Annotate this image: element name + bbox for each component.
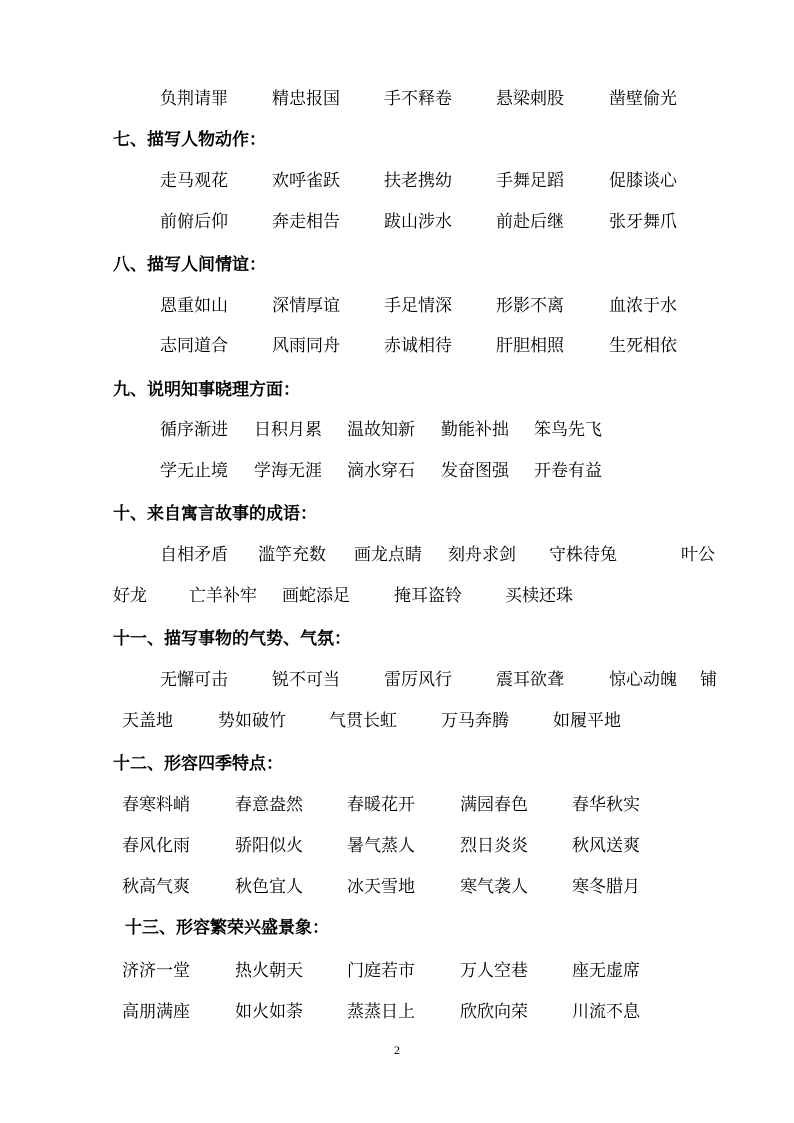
idiom-term: 学海无涯 bbox=[254, 461, 322, 481]
idiom-term: 凿壁偷光 bbox=[609, 89, 677, 109]
idiom-term: 秋风送爽 bbox=[572, 836, 640, 856]
idiom-term: 手不释卷 bbox=[384, 89, 452, 109]
idiom-term: 寒冬腊月 bbox=[572, 877, 640, 897]
idiom-term: 前赴后继 bbox=[496, 212, 564, 232]
idiom-term: 烈日炎炎 bbox=[460, 836, 528, 856]
idiom-term: 暑气蒸人 bbox=[347, 836, 415, 856]
idiom-term: 画蛇添足 bbox=[282, 586, 350, 606]
page-number: 2 bbox=[394, 1043, 400, 1057]
idiom-term: 秋高气爽 bbox=[122, 877, 190, 897]
idiom-term: 欢呼雀跃 bbox=[272, 171, 340, 191]
idiom-term: 春意盎然 bbox=[235, 795, 303, 815]
idiom-term: 万马奔腾 bbox=[441, 711, 509, 731]
idiom-term: 蒸蒸日上 bbox=[347, 1002, 415, 1022]
idiom-term: 春暖花开 bbox=[347, 795, 415, 815]
idiom-term: 走马观花 bbox=[160, 171, 228, 191]
idiom-term: 无懈可击 bbox=[160, 670, 228, 690]
idiom-term: 深情厚谊 bbox=[272, 296, 340, 316]
idiom-term: 刻舟求剑 bbox=[448, 545, 516, 565]
idiom-term: 赤诚相待 bbox=[384, 336, 452, 356]
idiom-term: 济济一堂 bbox=[122, 961, 190, 981]
idiom-term: 扶老携幼 bbox=[384, 171, 452, 191]
idiom-term: 勤能补拙 bbox=[441, 420, 509, 440]
idiom-term: 冰天雪地 bbox=[347, 877, 415, 897]
idiom-term: 笨鸟先飞 bbox=[534, 420, 602, 440]
idiom-term: 开卷有益 bbox=[534, 461, 602, 481]
idiom-term: 春寒料峭 bbox=[122, 795, 190, 815]
idiom-term: 满园春色 bbox=[460, 795, 528, 815]
idiom-term: 寒气袭人 bbox=[460, 877, 528, 897]
idiom-term: 志同道合 bbox=[160, 336, 228, 356]
idiom-term: 秋色宜人 bbox=[235, 877, 303, 897]
section-heading: 八、描写人间情谊： bbox=[113, 255, 266, 275]
idiom-term: 锐不可当 bbox=[272, 670, 340, 690]
idiom-term: 买椟还珠 bbox=[505, 586, 573, 606]
section-heading: 十三、形容繁荣兴盛景象： bbox=[125, 918, 329, 938]
idiom-term: 自相矛盾 bbox=[160, 545, 228, 565]
idiom-term: 温故知新 bbox=[347, 420, 415, 440]
idiom-term: 高朋满座 bbox=[122, 1002, 190, 1022]
idiom-term: 好龙 bbox=[113, 586, 147, 606]
idiom-term: 惊心动魄 bbox=[609, 670, 677, 690]
idiom-term: 铺 bbox=[700, 670, 717, 690]
idiom-term: 震耳欲聋 bbox=[496, 670, 564, 690]
idiom-term: 悬梁刺股 bbox=[496, 89, 564, 109]
idiom-term: 张牙舞爪 bbox=[609, 212, 677, 232]
idiom-term: 形影不离 bbox=[496, 296, 564, 316]
idiom-term: 万人空巷 bbox=[460, 961, 528, 981]
idiom-term: 座无虚席 bbox=[572, 961, 640, 981]
section-heading: 十二、形容四季特点： bbox=[113, 754, 283, 774]
idiom-term: 前俯后仰 bbox=[160, 212, 228, 232]
idiom-term: 恩重如山 bbox=[160, 296, 228, 316]
idiom-term: 守株待兔 bbox=[549, 545, 617, 565]
idiom-term: 气贯长虹 bbox=[329, 711, 397, 731]
idiom-term: 血浓于水 bbox=[609, 296, 677, 316]
idiom-term: 如履平地 bbox=[553, 711, 621, 731]
section-heading: 七、描写人物动作： bbox=[113, 130, 266, 150]
idiom-term: 欣欣向荣 bbox=[460, 1002, 528, 1022]
idiom-term: 门庭若市 bbox=[347, 961, 415, 981]
section-heading: 九、说明知事晓理方面： bbox=[113, 380, 300, 400]
idiom-term: 春风化雨 bbox=[122, 836, 190, 856]
idiom-term: 骄阳似火 bbox=[235, 836, 303, 856]
idiom-term: 亡羊补牢 bbox=[189, 586, 257, 606]
idiom-term: 促膝谈心 bbox=[609, 171, 677, 191]
idiom-term: 叶公 bbox=[681, 545, 715, 565]
idiom-term: 画龙点睛 bbox=[354, 545, 422, 565]
idiom-term: 滴水穿石 bbox=[347, 461, 415, 481]
idiom-term: 发奋图强 bbox=[441, 461, 509, 481]
idiom-term: 负荆请罪 bbox=[160, 89, 228, 109]
idiom-term: 雷厉风行 bbox=[384, 670, 452, 690]
idiom-term: 精忠报国 bbox=[272, 89, 340, 109]
idiom-term: 掩耳盗铃 bbox=[394, 586, 462, 606]
idiom-term: 手足情深 bbox=[384, 296, 452, 316]
idiom-term: 学无止境 bbox=[160, 461, 228, 481]
idiom-term: 肝胆相照 bbox=[496, 336, 564, 356]
idiom-term: 奔走相告 bbox=[272, 212, 340, 232]
idiom-term: 川流不息 bbox=[572, 1002, 640, 1022]
idiom-term: 滥竽充数 bbox=[258, 545, 326, 565]
idiom-term: 如火如荼 bbox=[235, 1002, 303, 1022]
idiom-term: 势如破竹 bbox=[218, 711, 286, 731]
idiom-term: 热火朝天 bbox=[235, 961, 303, 981]
idiom-term: 日积月累 bbox=[254, 420, 322, 440]
section-heading: 十、来自寓言故事的成语： bbox=[113, 504, 317, 524]
idiom-term: 循序渐进 bbox=[160, 420, 228, 440]
idiom-term: 跋山涉水 bbox=[384, 212, 452, 232]
idiom-term: 天盖地 bbox=[122, 711, 173, 731]
idiom-term: 风雨同舟 bbox=[272, 336, 340, 356]
idiom-term: 春华秋实 bbox=[572, 795, 640, 815]
idiom-term: 手舞足蹈 bbox=[496, 171, 564, 191]
idiom-term: 生死相依 bbox=[609, 336, 677, 356]
section-heading: 十一、描写事物的气势、气氛： bbox=[113, 629, 351, 649]
